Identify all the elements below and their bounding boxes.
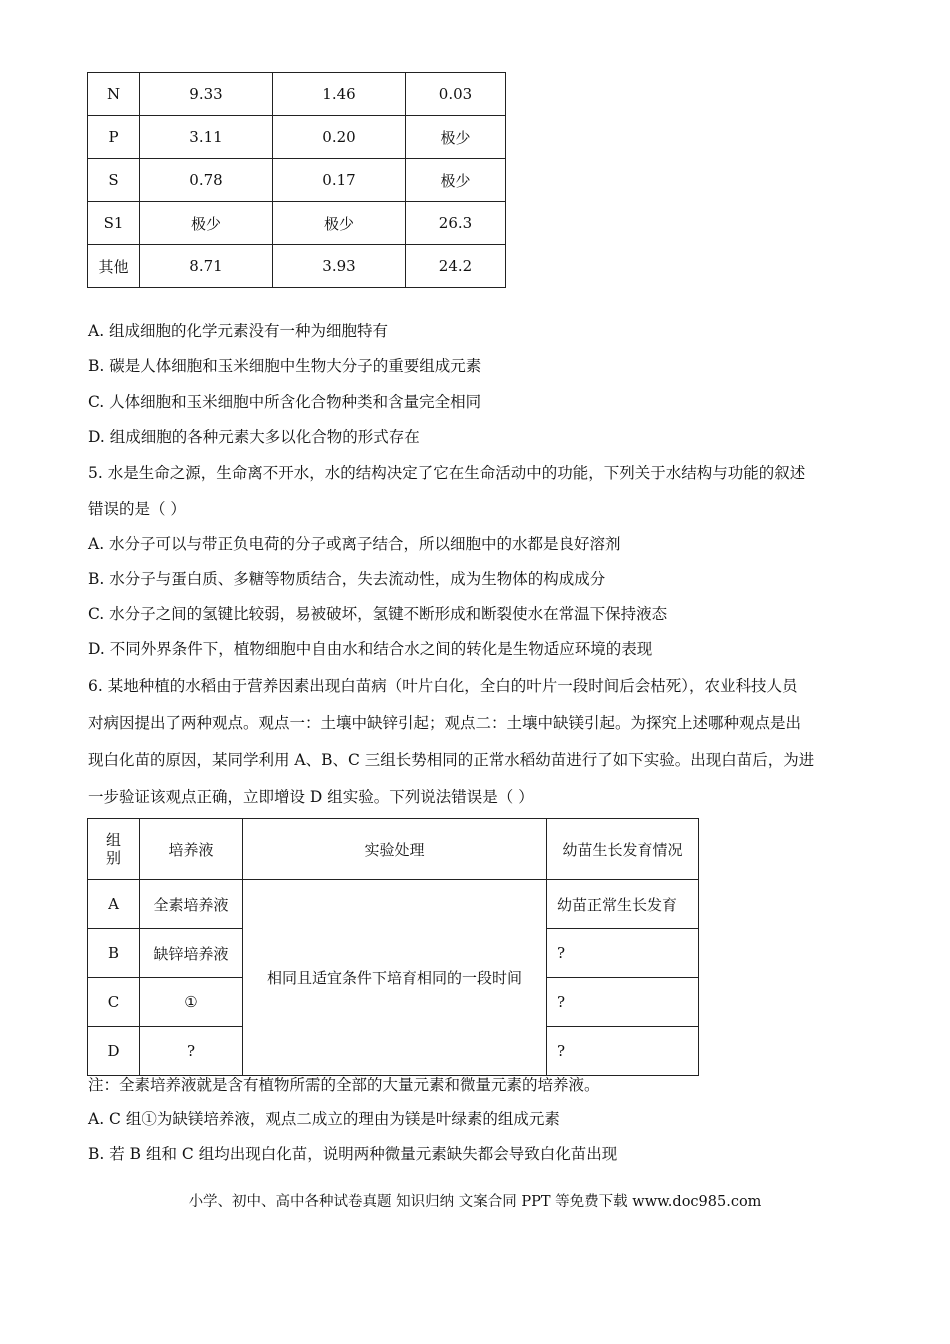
header-medium: 培养液: [140, 819, 243, 880]
header-group-char-1: 组: [105, 831, 121, 849]
header-group-char-2: 别: [105, 849, 121, 867]
table-cell: 0.17: [273, 159, 406, 202]
table-cell: 8.71: [140, 245, 273, 288]
q6-stem-line-1: 6. 某地种植的水稻由于营养因素出现白苗病（叶片白化，全白的叶片一段时间后会枯死），农业科技人员: [88, 677, 798, 695]
table-cell: 极少: [406, 116, 506, 159]
growth-cell: ?: [547, 1027, 699, 1076]
table-cell: 3.93: [273, 245, 406, 288]
table-cell: 1.46: [273, 73, 406, 116]
growth-cell: ?: [547, 929, 699, 978]
table-row: [88, 73, 506, 116]
table-cell: 24.2: [406, 245, 506, 288]
header-group: [88, 819, 140, 880]
q5-option-d: D. 不同外界条件下，植物细胞中自由水和结合水之间的转化是生物适应环境的表现: [88, 640, 653, 658]
q5-option-c: C. 水分子之间的氢键比较弱，易被破坏，氢键不断形成和断裂使水在常温下保持液态: [88, 605, 668, 623]
q4-option-d: D. 组成细胞的各种元素大多以化合物的形式存在: [88, 428, 420, 446]
q6-option-a: A. C 组①为缺镁培养液，观点二成立的理由为镁是叶绿素的组成元素: [88, 1110, 560, 1128]
header-growth: 幼苗生长发育情况: [547, 819, 699, 880]
table-cell: P: [88, 116, 140, 159]
q4-option-a: A. 组成细胞的化学元素没有一种为细胞特有: [88, 322, 389, 340]
table-cell: 9.33: [140, 73, 273, 116]
page-footer: 小学、初中、高中各种试卷真题 知识归纳 文案合同 PPT 等免费下载 www.doc985.com: [188, 1194, 762, 1210]
q6-table-note: 注：全素培养液就是含有植物所需的全部的大量元素和微量元素的培养液。: [88, 1076, 600, 1094]
header-treatment: 实验处理: [243, 819, 547, 880]
q4-option-b: B. 碳是人体细胞和玉米细胞中生物大分子的重要组成元素: [88, 357, 482, 375]
table-header-row: [88, 819, 699, 880]
group-cell: C: [88, 978, 140, 1027]
element-content-table: [87, 72, 506, 288]
q6-stem-line-4: 一步验证该观点正确，立即增设 D 组实验。下列说法错误是（ ）: [88, 788, 534, 806]
table-cell: 0.20: [273, 116, 406, 159]
table-cell: 极少: [273, 202, 406, 245]
medium-cell: ?: [140, 1027, 243, 1076]
table-cell: S1: [88, 202, 140, 245]
medium-cell: 缺锌培养液: [140, 929, 243, 978]
table-cell: 极少: [406, 159, 506, 202]
table-cell: 3.11: [140, 116, 273, 159]
q6-stem-line-3: 现白化苗的原因，某同学利用 A、B、C 三组长势相同的正常水稻幼苗进行了如下实验。出现白苗后，为进: [88, 751, 815, 769]
q6-stem-line-2: 对病因提出了两种观点。观点一：土壤中缺锌引起；观点二：土壤中缺镁引起。为探究上述哪种观点是出: [88, 714, 802, 732]
q5-stem-line-2: 错误的是（ ）: [88, 500, 186, 518]
table-cell: 0.03: [406, 73, 506, 116]
table-row: [88, 245, 506, 288]
table-row: [88, 159, 506, 202]
medium-cell: 全素培养液: [140, 880, 243, 929]
q6-option-b: B. 若 B 组和 C 组均出现白化苗，说明两种微量元素缺失都会导致白化苗出现: [88, 1145, 618, 1163]
group-cell: A: [88, 880, 140, 929]
q4-option-c: C. 人体细胞和玉米细胞中所含化合物种类和含量完全相同: [88, 393, 482, 411]
q5-option-b: B. 水分子与蛋白质、多糖等物质结合，失去流动性，成为生物体的构成成分: [88, 570, 606, 588]
table-cell: 0.78: [140, 159, 273, 202]
group-cell: B: [88, 929, 140, 978]
experiment-table: [87, 818, 699, 1076]
q5-option-a: A. 水分子可以与带正负电荷的分子或离子结合，所以细胞中的水都是良好溶剂: [88, 535, 621, 553]
medium-cell: ①: [140, 978, 243, 1027]
table-cell: N: [88, 73, 140, 116]
q5-stem-line-1: 5. 水是生命之源，生命离不开水，水的结构决定了它在生命活动中的功能，下列关于水结构与功能的叙述: [88, 464, 806, 482]
treatment-merged-cell: 相同且适宜条件下培育相同的一段时间: [243, 880, 547, 1076]
table-cell: 极少: [140, 202, 273, 245]
table-row: [88, 880, 699, 929]
table-cell: 26.3: [406, 202, 506, 245]
table-cell: 其他: [88, 245, 140, 288]
table-row: [88, 202, 506, 245]
table-cell: S: [88, 159, 140, 202]
growth-cell: 幼苗正常生长发育: [547, 880, 699, 929]
table-row: [88, 116, 506, 159]
growth-cell: ?: [547, 978, 699, 1027]
group-cell: D: [88, 1027, 140, 1076]
